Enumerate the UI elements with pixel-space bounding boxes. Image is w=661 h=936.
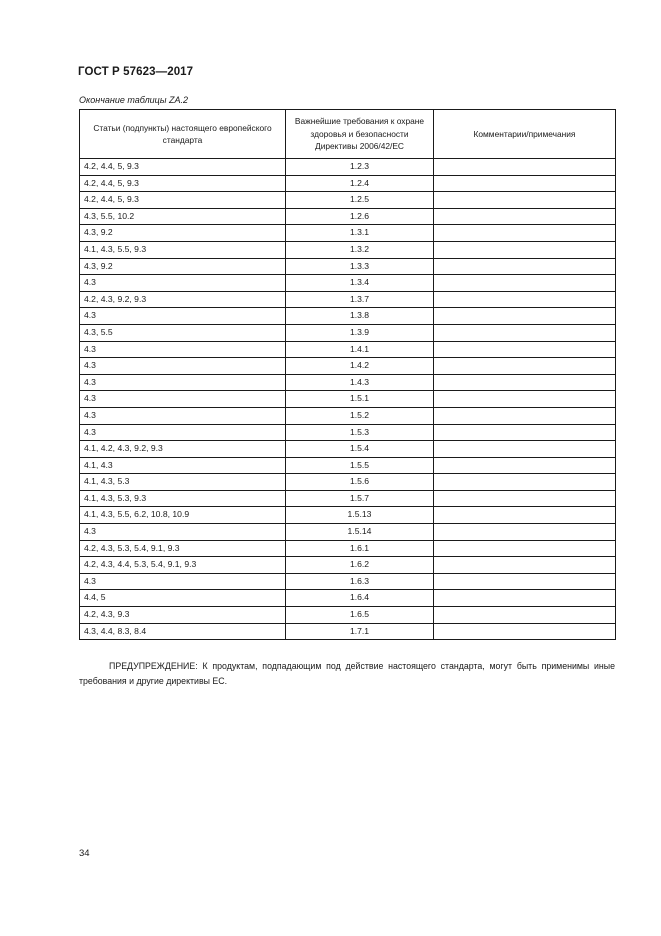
comment-cell [434,490,616,507]
requirements-table [79,109,616,640]
comment-cell [434,607,616,624]
clause-cell: 4.3 [80,308,286,325]
table-row [80,573,616,590]
table-header-row [80,110,616,159]
clause-cell: 4.1, 4.2, 4.3, 9.2, 9.3 [80,441,286,458]
table-row [80,507,616,524]
comment-cell [434,524,616,541]
requirement-cell: 1.6.2 [286,557,434,574]
table-caption: Окончание таблицы ZA.2 [79,95,188,105]
comment-cell [434,474,616,491]
comment-cell [434,391,616,408]
requirement-cell: 1.5.7 [286,490,434,507]
comment-cell [434,374,616,391]
table-row [80,308,616,325]
clause-cell: 4.2, 4.3, 5.3, 5.4, 9.1, 9.3 [80,540,286,557]
comment-cell [434,507,616,524]
clause-cell: 4.3 [80,424,286,441]
comment-cell [434,159,616,176]
comment-cell [434,358,616,375]
table-row [80,391,616,408]
table-row [80,241,616,258]
requirement-cell: 1.5.6 [286,474,434,491]
table-row [80,258,616,275]
requirement-cell: 1.3.2 [286,241,434,258]
clause-cell: 4.3, 4.4, 8.3, 8.4 [80,623,286,640]
clause-cell: 4.3 [80,407,286,424]
comment-cell [434,324,616,341]
column-header-requirements: Важнейшие требования к охране здоровья и безопасности Директивы 2006/42/ЕС [286,110,434,159]
clause-cell: 4.3, 9.2 [80,225,286,242]
clause-cell: 4.1, 4.3 [80,457,286,474]
requirement-cell: 1.3.9 [286,324,434,341]
clause-cell: 4.1, 4.3, 5.5, 6.2, 10.8, 10.9 [80,507,286,524]
requirement-cell: 1.5.1 [286,391,434,408]
requirement-cell: 1.7.1 [286,623,434,640]
clause-cell: 4.3 [80,275,286,292]
comment-cell [434,192,616,209]
clause-cell: 4.3, 5.5 [80,324,286,341]
comment-cell [434,407,616,424]
requirement-cell: 1.2.6 [286,208,434,225]
table-row [80,192,616,209]
table-row [80,623,616,640]
clause-cell: 4.3 [80,391,286,408]
clause-cell: 4.3 [80,573,286,590]
requirement-cell: 1.4.3 [286,374,434,391]
requirement-cell: 1.3.3 [286,258,434,275]
requirement-cell: 1.2.3 [286,159,434,176]
requirement-cell: 1.6.3 [286,573,434,590]
comment-cell [434,341,616,358]
table-row [80,590,616,607]
table-row [80,557,616,574]
table-body [80,159,616,640]
comment-cell [434,557,616,574]
comment-cell [434,308,616,325]
comment-cell [434,291,616,308]
table-row [80,225,616,242]
table-row [80,159,616,176]
clause-cell: 4.2, 4.3, 4.4, 5.3, 5.4, 9.1, 9.3 [80,557,286,574]
clause-cell: 4.3 [80,374,286,391]
clause-cell: 4.2, 4.3, 9.2, 9.3 [80,291,286,308]
clause-cell: 4.2, 4.4, 5, 9.3 [80,159,286,176]
clause-cell: 4.3, 5.5, 10.2 [80,208,286,225]
clause-cell: 4.3 [80,341,286,358]
table-row [80,457,616,474]
comment-cell [434,175,616,192]
comment-cell [434,441,616,458]
column-header-comments: Комментарии/примечания [434,110,616,159]
clause-cell: 4.3, 9.2 [80,258,286,275]
warning-note: ПРЕДУПРЕЖДЕНИЕ: К продуктам, подпадающим под действие настоящего стандарта, могут быть применимы иные требования и другие директивы ЕС. [79,661,615,686]
clause-cell: 4.3 [80,524,286,541]
table-row [80,441,616,458]
clause-cell: 4.3 [80,358,286,375]
table-row [80,474,616,491]
requirement-cell: 1.6.1 [286,540,434,557]
table-row [80,175,616,192]
table-row [80,275,616,292]
requirement-cell: 1.4.1 [286,341,434,358]
table-row [80,341,616,358]
table-row [80,407,616,424]
requirement-cell: 1.3.1 [286,225,434,242]
table-row [80,607,616,624]
requirement-cell: 1.2.4 [286,175,434,192]
requirement-cell: 1.6.5 [286,607,434,624]
requirement-cell: 1.5.14 [286,524,434,541]
clause-cell: 4.2, 4.4, 5, 9.3 [80,175,286,192]
table-row [80,424,616,441]
table-row [80,524,616,541]
page-number: 34 [79,848,90,859]
table-row [80,324,616,341]
comment-cell [434,275,616,292]
comment-cell [434,540,616,557]
comment-cell [434,225,616,242]
table-row [80,208,616,225]
requirement-cell: 1.5.13 [286,507,434,524]
document-header: ГОСТ Р 57623—2017 [78,66,194,78]
clause-cell: 4.2, 4.3, 9.3 [80,607,286,624]
table-row [80,374,616,391]
table-row [80,490,616,507]
comment-cell [434,623,616,640]
comment-cell [434,241,616,258]
requirement-cell: 1.3.7 [286,291,434,308]
requirement-cell: 1.6.4 [286,590,434,607]
table-row [80,291,616,308]
comment-cell [434,424,616,441]
requirement-cell: 1.4.2 [286,358,434,375]
column-header-clauses: Статьи (подпункты) настоящего европейского стандарта [80,110,286,159]
requirement-cell: 1.3.8 [286,308,434,325]
table-row [80,358,616,375]
requirement-cell: 1.3.4 [286,275,434,292]
clause-cell: 4.1, 4.3, 5.3 [80,474,286,491]
requirement-cell: 1.5.2 [286,407,434,424]
clause-cell: 4.1, 4.3, 5.3, 9.3 [80,490,286,507]
comment-cell [434,573,616,590]
table-row [80,540,616,557]
requirement-cell: 1.5.3 [286,424,434,441]
comment-cell [434,590,616,607]
clause-cell: 4.4, 5 [80,590,286,607]
comment-cell [434,258,616,275]
requirement-cell: 1.5.4 [286,441,434,458]
requirement-cell: 1.2.5 [286,192,434,209]
clause-cell: 4.2, 4.4, 5, 9.3 [80,192,286,209]
clause-cell: 4.1, 4.3, 5.5, 9.3 [80,241,286,258]
requirement-cell: 1.5.5 [286,457,434,474]
comment-cell [434,457,616,474]
comment-cell [434,208,616,225]
